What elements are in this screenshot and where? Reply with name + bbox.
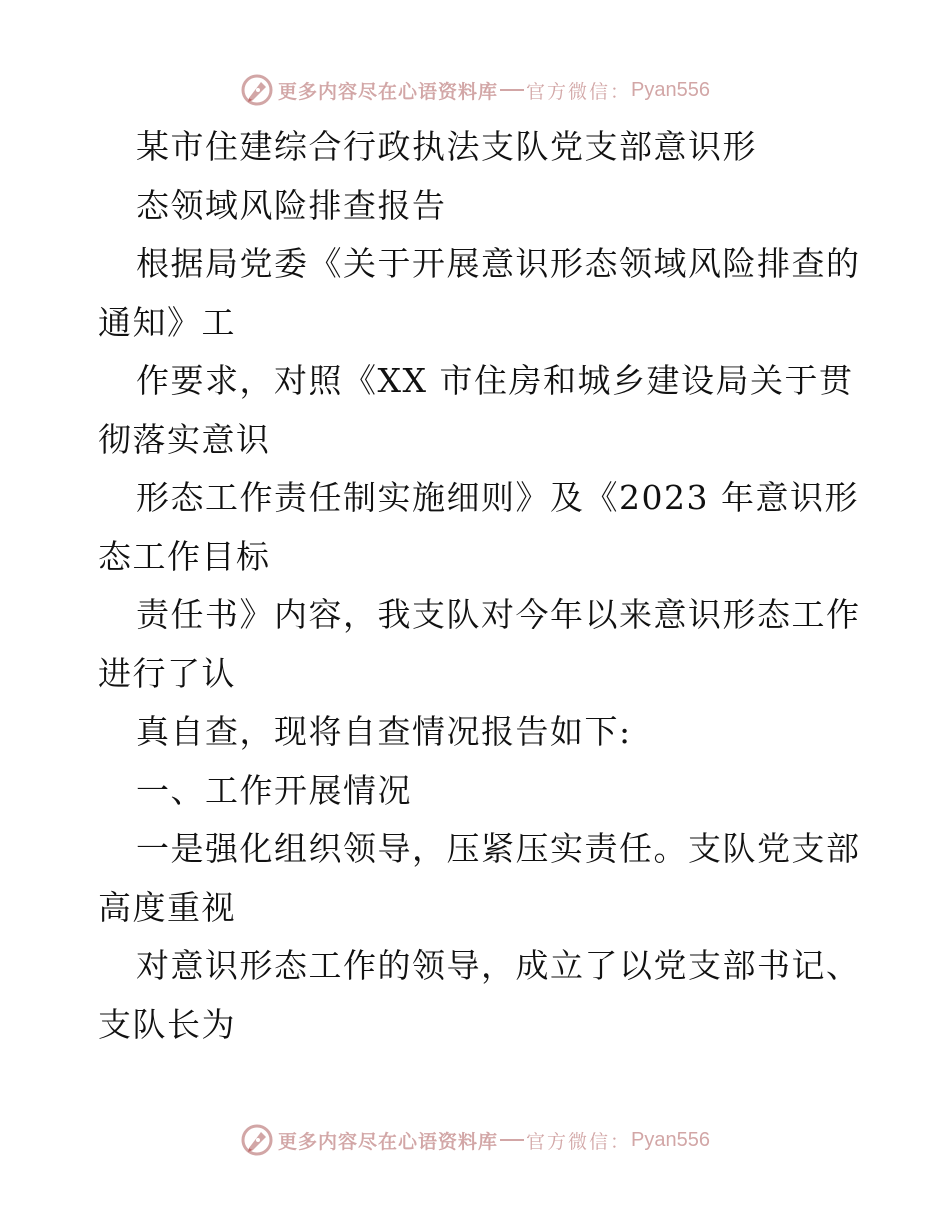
footer-watermark-banner (0, 1120, 950, 1160)
doc-line: 态工作目标 (98, 536, 271, 576)
doc-line: 一是强化组织领导，压紧压实责任。支队党支部 (136, 829, 861, 868)
watermark-dash (500, 1139, 524, 1141)
watermark-site-name: 更多内容尽在心语资料库 (278, 80, 499, 103)
document-body (98, 118, 861, 1054)
doc-line: 进行了认 (98, 653, 236, 693)
pen-nib-logo-icon (240, 1123, 274, 1157)
doc-line: 根据局党委《关于开展意识形态领域风险排查的 (136, 244, 861, 283)
doc-line: 彻落实意识 (98, 419, 271, 459)
watermark-official-label: 官方微信： (526, 1130, 632, 1153)
doc-line: 一、工作开展情况 (136, 770, 412, 810)
watermark-site-name: 更多内容尽在心语资料库 (278, 1130, 499, 1153)
pen-nib-logo-icon (240, 73, 274, 107)
doc-line: 通知》工 (98, 302, 236, 342)
doc-line: 形态工作责任制实施细则》及《2023 年意识形 (136, 478, 859, 517)
watermark-dash (500, 89, 524, 91)
doc-line: 责任书》内容，我支队对今年以来意识形态工作 (136, 595, 861, 634)
doc-line: 对意识形态工作的领导，成立了以党支部书记、 (136, 946, 861, 985)
doc-line: 真自查，现将自查情况报告如下: (136, 712, 632, 751)
watermark-wechat-id: Pyan556 (631, 78, 710, 101)
watermark-official-label: 官方微信： (526, 80, 632, 103)
doc-line: 态领域风险排查报告 (136, 185, 447, 225)
watermark-wechat-id: Pyan556 (631, 1128, 710, 1151)
header-watermark-banner (0, 70, 950, 110)
doc-line: 支队长为 (98, 1004, 236, 1044)
doc-line: 某市住建综合行政执法支队党支部意识形 (136, 127, 757, 166)
doc-line: 作要求，对照《XX 市住房和城乡建设局关于贯 (136, 361, 854, 400)
doc-line: 高度重视 (98, 887, 236, 927)
